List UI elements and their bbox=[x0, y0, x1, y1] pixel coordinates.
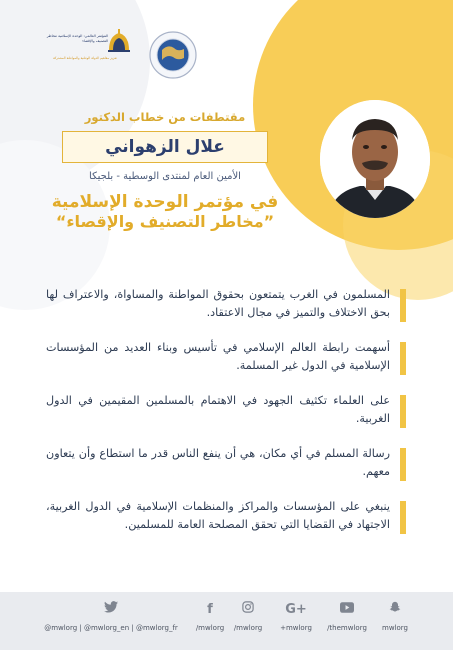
quote-accent-bar bbox=[400, 448, 406, 481]
quote-item bbox=[46, 286, 398, 322]
conference-logo-text: المؤتمر العالمي: الوحدة الإسلامية مخاطر التصنيف والإقصاء bbox=[46, 34, 108, 43]
speaker-name: علال الزهواني bbox=[105, 137, 225, 157]
quote-accent-bar bbox=[400, 342, 406, 375]
quote-text: ينبغي على المؤسسات والمراكز والمنظمات الإسلامية في الدول الغربية، الاجتهاد في القضايا التي تحقق المصلحة العامة للمسلمين. bbox=[46, 500, 390, 531]
quote-item bbox=[46, 498, 398, 534]
googleplus-link[interactable] bbox=[276, 600, 316, 632]
twitter-link[interactable] bbox=[36, 600, 186, 632]
speaker-photo bbox=[320, 100, 430, 218]
facebook-icon: f bbox=[207, 602, 213, 617]
facebook-link[interactable] bbox=[194, 600, 226, 632]
dome-logo-icon bbox=[106, 28, 132, 54]
quote-text: المسلمون في الغرب يتمتعون بحقوق المواطنة والمساواة، والاعتراف لها بحق الاختلاف والتميز في مجال الاعتقاد. bbox=[46, 288, 390, 319]
facebook-handle: /mwlorg bbox=[195, 624, 225, 632]
social-footer bbox=[0, 592, 453, 650]
conference-title: في مؤتمر الوحدة الإسلامية bbox=[51, 192, 279, 212]
youtube-icon bbox=[322, 600, 372, 620]
conference-logo-subtext: تعزيز مفاهيم الدولة الوطنية والمواطنة المشتركة bbox=[53, 56, 117, 60]
social-links bbox=[0, 592, 453, 650]
twitter-handles: @mwlorg | @mwlorg_en | @mwlorg_fr bbox=[44, 624, 178, 632]
googleplus-icon: G+ bbox=[285, 602, 307, 617]
quote-item bbox=[46, 445, 398, 481]
quote-text: أسهمت رابطة العالم الإسلامي في تأسيس وبناء العديد من المؤسسات الإسلامية في الدول غير المسلمة. bbox=[46, 341, 390, 372]
quote-text: على العلماء تكثيف الجهود في الاهتمام بالمسلمين المقيمين في الدول الغربية. bbox=[46, 394, 390, 425]
youtube-handle: /themwlorg bbox=[327, 624, 367, 632]
speaker-name-box bbox=[62, 131, 268, 163]
snapchat-icon bbox=[377, 600, 413, 620]
conference-logo bbox=[40, 28, 130, 88]
mwl-logo-icon bbox=[148, 30, 198, 80]
excerpts-label: مقتطفات من خطاب الدكتور bbox=[84, 110, 246, 124]
speaker-role: الأمين العام لمنتدى الوسطية - بلجيكا bbox=[89, 171, 241, 182]
twitter-icon bbox=[36, 600, 186, 620]
quote-text: رسالة المسلم في أي مكان، هي أن ينفع الناس قدر ما استطاع وأن يتعاون معهم. bbox=[46, 447, 390, 478]
snapchat-link[interactable] bbox=[377, 600, 413, 632]
quote-accent-bar bbox=[400, 289, 406, 322]
quote-item bbox=[46, 339, 398, 375]
instagram-link[interactable] bbox=[232, 600, 264, 632]
quote-item bbox=[46, 392, 398, 428]
logos bbox=[40, 28, 215, 88]
speaker-header bbox=[30, 110, 300, 232]
snapchat-handle: mwlorg bbox=[382, 624, 408, 632]
speaker-portrait-image bbox=[320, 100, 430, 218]
conference-subtitle: ”مخاطر التصنيف والإقصاء“ bbox=[55, 212, 275, 231]
instagram-icon bbox=[232, 600, 264, 620]
youtube-link[interactable] bbox=[322, 600, 372, 632]
quote-accent-bar bbox=[400, 395, 406, 428]
quote-accent-bar bbox=[400, 501, 406, 534]
instagram-handle: /mwlorg bbox=[233, 624, 263, 632]
googleplus-handle: +mwlorg bbox=[280, 624, 312, 632]
quotes-list bbox=[46, 286, 398, 551]
